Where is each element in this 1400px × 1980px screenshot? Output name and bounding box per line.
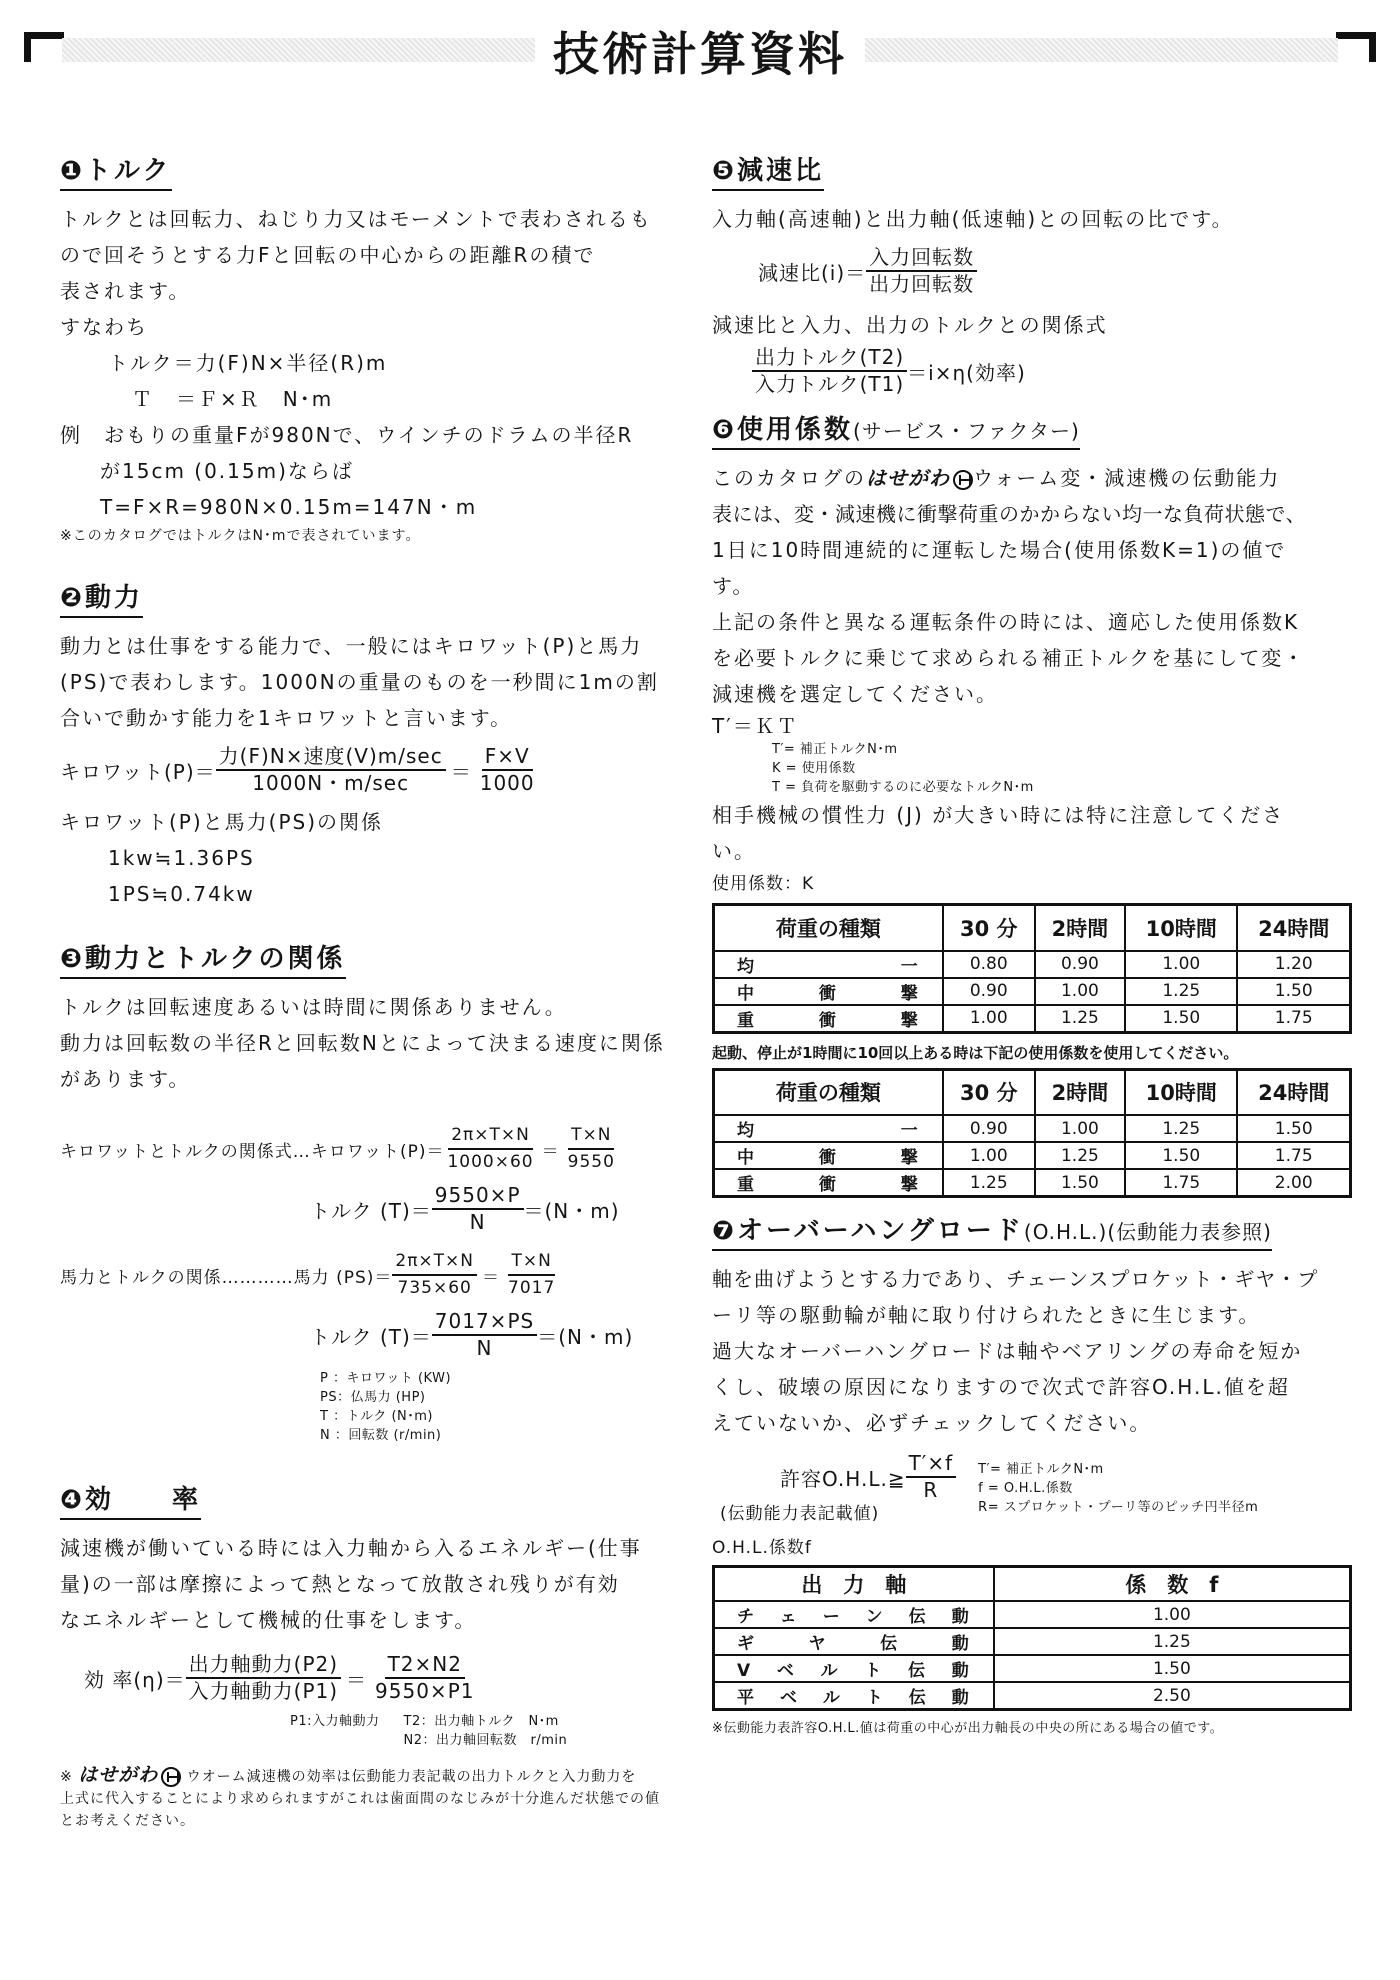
kilowatt-denominator-2: 1000 xyxy=(479,771,535,795)
service-factor-table-1 xyxy=(712,903,1352,1034)
header-output-shaft: 出 力 軸 xyxy=(714,1567,994,1602)
ohl-sub: (伝動能力表記載値) xyxy=(720,1504,880,1524)
power-body-1: 動力とは仕事をする能力で、一般にはキロワット(P)と馬力 xyxy=(60,634,643,658)
table-row xyxy=(714,978,1351,1005)
service-legend xyxy=(712,740,1352,797)
torque-from-kw-fraction xyxy=(432,1183,524,1235)
reduction-denominator: 出力回転数 xyxy=(869,272,975,296)
kilowatt-formula xyxy=(60,744,680,796)
torque-from-ps-label: トルク (T)＝ xyxy=(310,1324,432,1349)
table-row xyxy=(714,1142,1351,1169)
torque-formula-2: Ｔ ＝Ｆ×Ｒ N･m xyxy=(132,387,334,411)
torque-ratio-fraction xyxy=(752,345,907,397)
torque-body-3: 表されます。 xyxy=(60,279,191,303)
service-body-1 xyxy=(712,460,1352,496)
table-row xyxy=(714,951,1351,978)
table-cell: 1.50 xyxy=(1237,1115,1350,1142)
table-header-row xyxy=(714,905,1351,951)
legend-f: f = O.H.L.係数 xyxy=(978,1480,1073,1496)
reduction-body-1: 入力軸(高速軸)と出力軸(低速軸)との回転の比です。 xyxy=(712,207,1234,231)
efficiency-note-2: 上式に代入することにより求められますがこれは歯面間のなじみが十分進んだ状態での値 xyxy=(60,1791,660,1807)
header-10h: 10時間 xyxy=(1125,905,1237,951)
table-row xyxy=(714,1655,1351,1682)
section-heading-overhang-load xyxy=(712,1210,1272,1251)
table-cell: 1.25 xyxy=(1035,1142,1125,1169)
table-cell: 2.50 xyxy=(994,1682,1351,1710)
efficiency-denominator: 入力軸動力(P1) xyxy=(188,1679,339,1703)
table-cell: 1.50 xyxy=(1125,1142,1237,1169)
row-label-flat-belt: 平ベルト伝動 xyxy=(714,1682,994,1710)
ps-torque-equation xyxy=(60,1249,680,1301)
torque-sunawachi: すなわち xyxy=(60,315,148,339)
ps-torque-fraction-1 xyxy=(392,1249,477,1301)
efficiency-body-1: 減速機が働いている時には入力軸から入るエネルギー(仕事 xyxy=(60,1536,642,1560)
power-relation-1: 1kw≒1.36PS xyxy=(108,846,255,870)
section-torque xyxy=(60,150,680,547)
efficiency-body-2: 量)の一部は摩擦によって熱となって放散され残りが有効 xyxy=(60,1572,620,1596)
service-body-5: 上記の条件と異なる運転条件の時には、適応した使用係数K xyxy=(712,610,1300,634)
service-body-9: い。 xyxy=(712,839,756,863)
power-torque-body-2: 動力は回転数の半径Rと回転数Nとによって決まる速度に関係 xyxy=(60,1031,665,1055)
overhang-body-1: 軸を曲げようとする力であり、チェーンスプロケット・ギヤ・プ xyxy=(712,1267,1319,1291)
efficiency-legend xyxy=(290,1712,680,1750)
power-torque-body-3: があります。 xyxy=(60,1067,191,1091)
ps-torque-denominator: 735×60 xyxy=(397,1278,472,1298)
legend-t-load: T = 負荷を駆動するのに必要なトルクN･m xyxy=(772,780,1034,795)
torque-from-kw-denominator: N xyxy=(469,1210,486,1234)
reduction-equation xyxy=(712,245,1352,297)
row-label-uniform: 均 一 xyxy=(714,951,943,978)
legend-t2: T2：出力軸トルク N･m xyxy=(403,1714,559,1729)
section-power xyxy=(60,577,680,912)
section-heading-service-factor xyxy=(712,409,1080,450)
efficiency-numerator: 出力軸動力(P2) xyxy=(186,1652,341,1679)
table-row xyxy=(714,1169,1351,1197)
section-heading-power-torque: ❸動力とトルクの関係 xyxy=(60,938,346,979)
table-cell: 1.00 xyxy=(1035,978,1125,1005)
header-24h: 24時間 xyxy=(1237,905,1350,951)
right-column xyxy=(712,150,1352,1750)
efficiency-body-3: なエネルギーとして機械的仕事をします。 xyxy=(60,1608,477,1632)
efficiency-equation xyxy=(60,1652,680,1704)
table-cell: 1.75 xyxy=(1125,1169,1237,1197)
section-heading-efficiency: ❹効 率 xyxy=(60,1479,201,1520)
kilowatt-denominator: 1000N・m/sec xyxy=(252,771,410,795)
table-cell: 1.50 xyxy=(1035,1169,1125,1197)
row-label-uniform: 均 一 xyxy=(714,1115,943,1142)
reduction-fraction xyxy=(866,245,977,297)
section-heading-power: ❷動力 xyxy=(60,577,143,618)
efficiency-note-text-1: ウオーム減速機の効率は伝動能力表記載の出力トルクと入力動力を xyxy=(186,1769,637,1785)
service-table-title: 使用係数：K xyxy=(712,874,815,894)
kilowatt-numerator: 力(F)N×速度(V)m/sec xyxy=(216,744,446,771)
section-service-factor xyxy=(712,409,1352,1198)
ohl-fraction xyxy=(906,1451,957,1503)
kw-torque-equals: ＝ xyxy=(541,1141,560,1162)
torque-body-1: トルクとは回転力、ねじり力又はモーメントで表わされるも xyxy=(60,207,652,231)
table-cell: 0.80 xyxy=(943,951,1035,978)
overhang-subtitle: (O.H.L.)(伝動能力表参照) xyxy=(1023,1220,1272,1244)
kilowatt-numerator-2: F×V xyxy=(482,744,533,771)
power-body-2: (PS)で表わします。1000Nの重量のものを一秒間に1mの割 xyxy=(60,670,659,694)
table-header-row xyxy=(714,1069,1351,1115)
efficiency-fraction-2 xyxy=(372,1652,477,1704)
torque-ratio-equation xyxy=(712,345,1352,397)
row-label-v-belt: Vベルト伝動 xyxy=(714,1655,994,1682)
torque-from-kw-unit: ＝(N・m) xyxy=(523,1198,620,1223)
service-formula: T′＝ＫＴ xyxy=(712,714,799,738)
section-overhang-load xyxy=(712,1210,1352,1738)
overhang-body-3: 過大なオーバーハングロードは軸やベアリングの寿命を短か xyxy=(712,1339,1303,1363)
torque-from-kw-label: トルク (T)＝ xyxy=(310,1198,432,1223)
service-body-1a: このカタログの xyxy=(712,466,866,490)
legend-p: P ：キロワット (KW) xyxy=(320,1371,452,1386)
table-cell: 1.00 xyxy=(943,1142,1035,1169)
table-cell: 1.75 xyxy=(1237,1142,1350,1169)
table-row xyxy=(714,1682,1351,1710)
table-cell: 1.25 xyxy=(943,1169,1035,1197)
ohl-label: 許容O.H.L.≧ xyxy=(780,1466,906,1491)
table-cell: 0.90 xyxy=(1035,951,1125,978)
row-label-medium-shock: 中衝撃 xyxy=(714,1142,943,1169)
table-cell: 1.50 xyxy=(994,1655,1351,1682)
torque-formula-1: トルク＝力(F)N×半径(R)m xyxy=(108,351,388,375)
efficiency-numerator-2: T2×N2 xyxy=(385,1652,465,1679)
header-30min: 30 分 xyxy=(943,905,1035,951)
ohl-equation-left xyxy=(720,1451,956,1525)
header-2h: 2時間 xyxy=(1035,1069,1125,1115)
row-label-gear: ギヤ伝動 xyxy=(714,1628,994,1655)
ohl-denominator: R xyxy=(923,1478,939,1502)
torque-from-ps-unit: ＝(N・m) xyxy=(537,1324,634,1349)
legend-k: K = 使用係数 xyxy=(772,761,856,776)
row-label-medium-shock: 中衝撃 xyxy=(714,978,943,1005)
power-relation: キロワット(P)と馬力(PS)の関係 xyxy=(60,810,384,834)
overhang-body-2: ーリ等の駆動輪が軸に取り付けられたときに生じます。 xyxy=(712,1303,1261,1327)
kilowatt-fraction-1 xyxy=(216,744,446,796)
torque-from-kw-equation xyxy=(60,1183,680,1235)
kw-torque-equation xyxy=(60,1123,680,1175)
ps-torque-label: 馬力とトルクの関係…………馬力 (PS)＝ xyxy=(60,1267,393,1288)
table-cell: 1.20 xyxy=(1237,951,1350,978)
kilowatt-formula-label: キロワット(P)＝ xyxy=(60,759,216,784)
torque-from-kw-numerator: 9550×P xyxy=(432,1183,524,1210)
brand-logo-icon xyxy=(161,1767,181,1787)
ohl-numerator: T′×f xyxy=(906,1451,957,1478)
ohl-equation xyxy=(720,1451,956,1503)
ps-torque-numerator-2: T×N xyxy=(508,1249,554,1276)
efficiency-note-1 xyxy=(60,1764,680,1788)
torque-ratio-right: ＝i×η(効率) xyxy=(907,360,1026,385)
table-cell: 1.25 xyxy=(994,1628,1351,1655)
ohl-factor-table xyxy=(712,1565,1352,1711)
power-torque-legend xyxy=(320,1369,680,1445)
torque-body-2: ので回そうとする力Fと回転の中心からの距離Rの積で xyxy=(60,243,596,267)
torque-ratio-denominator: 入力トルク(T1) xyxy=(755,372,905,396)
brand-name-2: はせがわ xyxy=(866,466,950,490)
service-body-3: 1日に10時間連続的に運転した場合(使用係数K=1)の値で xyxy=(712,538,1287,562)
row-label-heavy-shock: 重衝撃 xyxy=(714,1169,943,1197)
legend-t: T ：トルク (N･m) xyxy=(320,1409,433,1424)
service-body-1b: ウォーム変・減速機の伝動能力 xyxy=(973,466,1281,490)
table-cell: 1.00 xyxy=(1125,951,1237,978)
table-cell: 1.50 xyxy=(1237,978,1350,1005)
torque-note: ※このカタログではトルクはN･mで表されています。 xyxy=(60,528,421,544)
table-cell: 1.75 xyxy=(1237,1005,1350,1033)
efficiency-note-3: とお考えください。 xyxy=(60,1813,195,1829)
header-10h: 10時間 xyxy=(1125,1069,1237,1115)
table-cell: 1.25 xyxy=(1035,1005,1125,1033)
kw-torque-denominator-2: 9550 xyxy=(567,1152,615,1172)
kilowatt-equals: ＝ xyxy=(450,759,472,784)
table-row xyxy=(714,1115,1351,1142)
table-cell: 1.00 xyxy=(994,1601,1351,1628)
overhang-title: ❼オーバーハングロード xyxy=(712,1216,1024,1246)
reduction-relation: 減速比と入力、出力のトルクとの関係式 xyxy=(712,313,1108,337)
torque-ratio-numerator: 出力トルク(T2) xyxy=(752,345,907,372)
kw-torque-fraction-2 xyxy=(565,1123,618,1175)
service-body-7: 減速機を選定してください。 xyxy=(712,682,998,706)
header-load-type: 荷重の種類 xyxy=(714,1069,943,1115)
service-body-2: 表には、変・減速機に衝撃荷重のかからない均一な負荷状態で、 xyxy=(712,502,1307,526)
service-body-6: を必要トルクに乗じて求められる補正トルクを基にして変・ xyxy=(712,646,1306,670)
brand-name: はせがわ xyxy=(78,1764,159,1786)
table-cell: 2.00 xyxy=(1237,1169,1350,1197)
table-row xyxy=(714,1005,1351,1033)
header-24h: 24時間 xyxy=(1237,1069,1350,1115)
ohl-legend xyxy=(978,1460,1258,1517)
page-title: 技術計算資料 xyxy=(535,18,865,84)
torque-from-ps-equation xyxy=(60,1309,680,1361)
left-column xyxy=(60,150,680,1844)
ps-torque-denominator-2: 7017 xyxy=(508,1278,556,1298)
legend-n: N ：回転数 (r/min) xyxy=(320,1428,442,1443)
torque-example-2: が15cm (0.15m)ならばT=F×R=980N×0.15m=147N・m xyxy=(100,459,478,519)
table-row xyxy=(714,1628,1351,1655)
section-heading-torque: ❶トルク xyxy=(60,150,172,191)
legend-ps: PS：仏馬力 (HP) xyxy=(320,1390,426,1405)
power-body-3: 合いで動かす能力を1キロワットと言います。 xyxy=(60,706,513,730)
torque-example-1: 例 おもりの重量Fが980Nで、ウインチのドラムの半径R xyxy=(60,423,634,447)
section-efficiency xyxy=(60,1479,680,1832)
service-between-note: 起動、停止が1時間に10回以上ある時は下記の使用係数を使用してください。 xyxy=(712,1043,1239,1062)
ps-torque-equals: ＝ xyxy=(482,1267,501,1288)
table-header-row xyxy=(714,1567,1351,1602)
note-mark: ※ xyxy=(60,1769,73,1785)
power-relation-2: 1PS≒0.74kw xyxy=(108,882,255,906)
header-2h: 2時間 xyxy=(1035,905,1125,951)
kilowatt-fraction-2 xyxy=(477,744,538,796)
table-row xyxy=(714,1601,1351,1628)
row-label-heavy-shock: 重衝撃 xyxy=(714,1005,943,1033)
reduction-numerator: 入力回転数 xyxy=(866,245,977,272)
row-label-chain: チェーン伝動 xyxy=(714,1601,994,1628)
header-load-type: 荷重の種類 xyxy=(714,905,943,951)
legend-t-prime: T′= 補正トルクN･m xyxy=(772,742,898,757)
service-factor-subtitle: (サービス・ファクター) xyxy=(853,419,1080,443)
kw-torque-label: キロワットとトルクの関係式…キロワット(P)＝ xyxy=(60,1141,445,1162)
legend-n2: N2：出力軸回転数 r/min xyxy=(403,1733,568,1748)
page-title-wrap xyxy=(0,18,1400,84)
legend-r: R= スプロケット・プーリ等のピッチ円半径m xyxy=(978,1499,1259,1515)
section-reduction-ratio xyxy=(712,150,1352,397)
torque-from-ps-numerator: 7017×PS xyxy=(432,1309,537,1336)
table-cell: 1.25 xyxy=(1125,978,1237,1005)
reduction-label: 減速比(i)＝ xyxy=(758,260,867,285)
overhang-body-5: えていないか、必ずチェックしてください。 xyxy=(712,1411,1152,1435)
legend-t-prime-ohl: T′= 補正トルクN･m xyxy=(978,1461,1104,1477)
ohl-equation-row xyxy=(712,1451,1352,1525)
kw-torque-fraction-1 xyxy=(444,1123,536,1175)
power-torque-body-1: トルクは回転速度あるいは時間に関係ありません。 xyxy=(60,995,567,1019)
table-cell: 1.50 xyxy=(1125,1005,1237,1033)
table-cell: 0.90 xyxy=(943,1115,1035,1142)
table-cell: 1.25 xyxy=(1125,1115,1237,1142)
ohl-note: ※伝動能力表許容O.H.L.値は荷重の中心が出力軸長の中央の所にある場合の値です。 xyxy=(712,1721,1224,1736)
kw-torque-numerator: 2π×T×N xyxy=(448,1123,533,1150)
torque-from-ps-fraction xyxy=(432,1309,537,1361)
header-30min: 30 分 xyxy=(943,1069,1035,1115)
table-cell: 1.00 xyxy=(943,1005,1035,1033)
legend-p1: P1:入力軸動力 xyxy=(290,1714,380,1729)
kw-torque-denominator: 1000×60 xyxy=(447,1152,534,1172)
efficiency-label: 効 率(η)＝ xyxy=(84,1667,186,1692)
brand-logo-icon-2 xyxy=(953,470,973,490)
header-factor-f: 係 数 f xyxy=(994,1567,1351,1602)
section-power-torque xyxy=(60,938,680,1445)
service-factor-title: ❻使用係数 xyxy=(712,415,854,445)
ohl-table-title: O.H.L.係数f xyxy=(712,1538,812,1558)
service-factor-table-2 xyxy=(712,1068,1352,1199)
efficiency-equals: ＝ xyxy=(346,1667,368,1692)
ps-torque-fraction-2 xyxy=(505,1249,558,1301)
overhang-body-4: くし、破壊の原因になりますので次式で許容O.H.L.値を超 xyxy=(712,1375,1290,1399)
section-heading-reduction-ratio: ❺減速比 xyxy=(712,150,824,191)
efficiency-fraction-1 xyxy=(186,1652,341,1704)
torque-from-ps-denominator: N xyxy=(476,1336,493,1360)
table-cell: 0.90 xyxy=(943,978,1035,1005)
efficiency-denominator-2: 9550×P1 xyxy=(375,1679,475,1703)
service-body-4: す。 xyxy=(712,574,755,598)
efficiency-legend-right xyxy=(404,1712,568,1750)
table-cell: 1.00 xyxy=(1035,1115,1125,1142)
kw-torque-numerator-2: T×N xyxy=(568,1123,614,1150)
ps-torque-numerator: 2π×T×N xyxy=(392,1249,477,1276)
service-body-8: 相手機械の慣性力 (J) が大きい時には特に注意してくださ xyxy=(712,803,1285,827)
